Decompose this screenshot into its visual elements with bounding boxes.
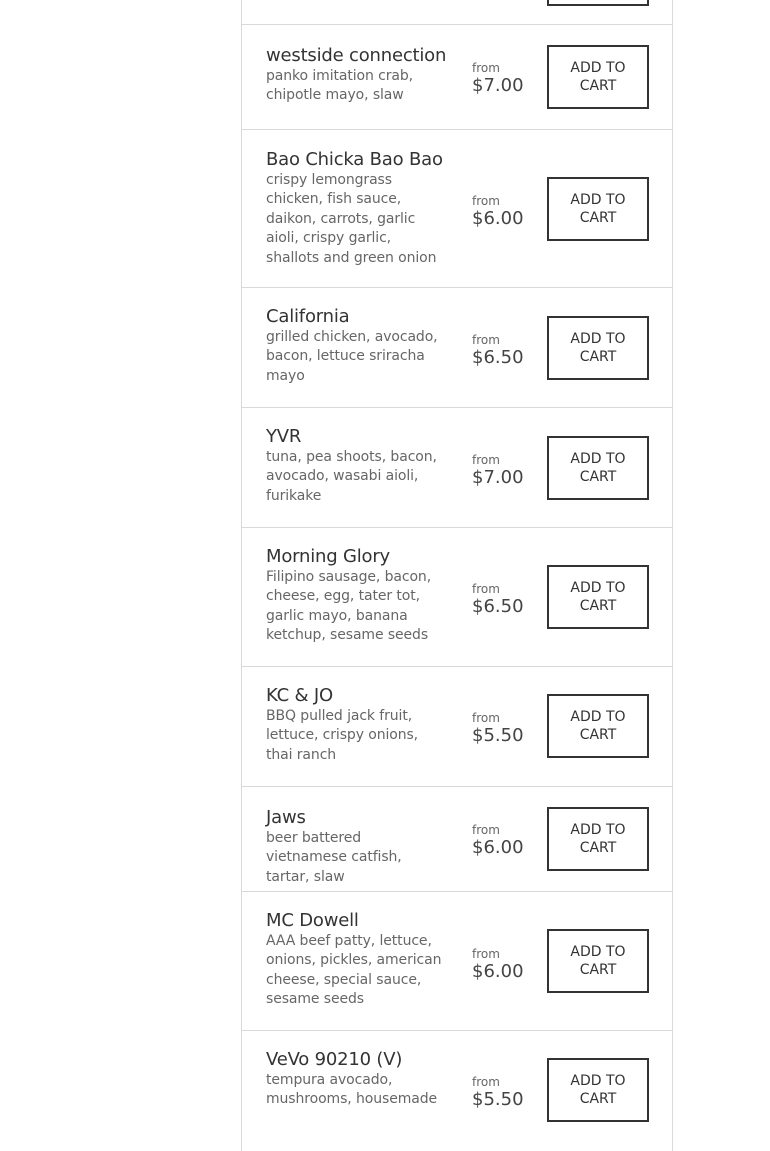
add-to-cart-button[interactable]: ADD TO CART xyxy=(547,45,649,109)
price-prefix: from xyxy=(472,194,500,208)
item-price: $7.00 xyxy=(472,75,524,96)
price-prefix: from xyxy=(472,711,500,725)
item-price: $7.00 xyxy=(472,467,524,488)
item-price: $6.00 xyxy=(472,837,524,858)
item-description: BBQ pulled jack fruit, lettuce, crispy onions, thai ranch xyxy=(266,708,419,763)
menu-item xyxy=(242,892,672,1031)
price-block xyxy=(472,823,524,859)
item-description: AAA beef patty, lettuce, onions, pickles, american cheese, special sauce, sesame seeds xyxy=(266,933,442,1008)
add-to-cart-button[interactable]: ADD TO CART xyxy=(547,436,649,500)
item-description: Filipino sausage, bacon, cheese, egg, tater tot, garlic mayo, banana ketchup, sesame seeds xyxy=(266,569,432,644)
menu-item xyxy=(242,528,672,667)
item-name: KC & JO xyxy=(266,685,333,706)
price-block xyxy=(472,947,524,983)
price-prefix: from xyxy=(472,453,500,467)
price-prefix: from xyxy=(472,1075,500,1089)
add-to-cart-button[interactable]: ADD TO CART xyxy=(547,565,649,629)
item-price: $6.00 xyxy=(472,208,524,229)
price-prefix: from xyxy=(472,333,500,347)
item-name: MC Dowell xyxy=(266,910,359,931)
price-block xyxy=(472,333,524,369)
menu-item xyxy=(242,130,672,288)
item-price: $6.00 xyxy=(472,961,524,982)
item-name: California xyxy=(266,306,350,327)
price-prefix: from xyxy=(472,823,500,837)
menu-item xyxy=(242,25,672,130)
menu-item xyxy=(242,1031,672,1151)
item-description: grilled chicken, avocado, bacon, lettuce sriracha mayo xyxy=(266,329,438,384)
item-name: Morning Glory xyxy=(266,546,391,567)
item-description: tempura avocado, mushrooms, housemade xyxy=(266,1072,438,1108)
item-price: $5.50 xyxy=(472,1089,524,1110)
add-to-cart-button[interactable]: ADD TO CART xyxy=(547,807,649,871)
price-prefix: from xyxy=(472,947,500,961)
item-description: beer battered vietnamese catfish, tartar, slaw xyxy=(266,830,402,885)
price-block xyxy=(472,1075,524,1111)
menu-item xyxy=(242,787,672,892)
item-name: Jaws xyxy=(266,807,306,828)
menu-item xyxy=(242,408,672,528)
price-block xyxy=(472,453,524,489)
item-price: $6.50 xyxy=(472,347,524,368)
item-description: tuna, pea shoots, bacon, avocado, wasabi aioli, furikake xyxy=(266,449,437,504)
item-description: crispy lemongrass chicken, fish sauce, daikon, carrots, garlic aioli, crispy garlic, shallots and green onion xyxy=(266,172,437,266)
menu-item xyxy=(242,0,672,25)
menu-item xyxy=(242,288,672,408)
add-to-cart-button[interactable]: ADD TO CART xyxy=(547,316,649,380)
menu-item xyxy=(242,667,672,787)
add-to-cart-button[interactable]: ADD TO CART xyxy=(547,177,649,241)
menu-list xyxy=(241,0,673,1151)
item-description: panko imitation crab, chipotle mayo, slaw xyxy=(266,68,413,104)
item-price: $6.50 xyxy=(472,596,524,617)
price-block xyxy=(472,711,524,747)
price-prefix: from xyxy=(472,582,500,596)
add-to-cart-button[interactable] xyxy=(547,0,649,6)
item-name: VeVo 90210 (V) xyxy=(266,1049,403,1070)
add-to-cart-button[interactable]: ADD TO CART xyxy=(547,1058,649,1122)
add-to-cart-button[interactable]: ADD TO CART xyxy=(547,929,649,993)
item-name: YVR xyxy=(266,426,302,447)
price-prefix: from xyxy=(472,61,500,75)
price-block xyxy=(472,61,524,97)
item-name: Bao Chicka Bao Bao xyxy=(266,149,443,170)
item-name: westside connection xyxy=(266,45,447,66)
item-price: $5.50 xyxy=(472,725,524,746)
price-block xyxy=(472,582,524,618)
price-block xyxy=(472,194,524,230)
add-to-cart-button[interactable]: ADD TO CART xyxy=(547,694,649,758)
